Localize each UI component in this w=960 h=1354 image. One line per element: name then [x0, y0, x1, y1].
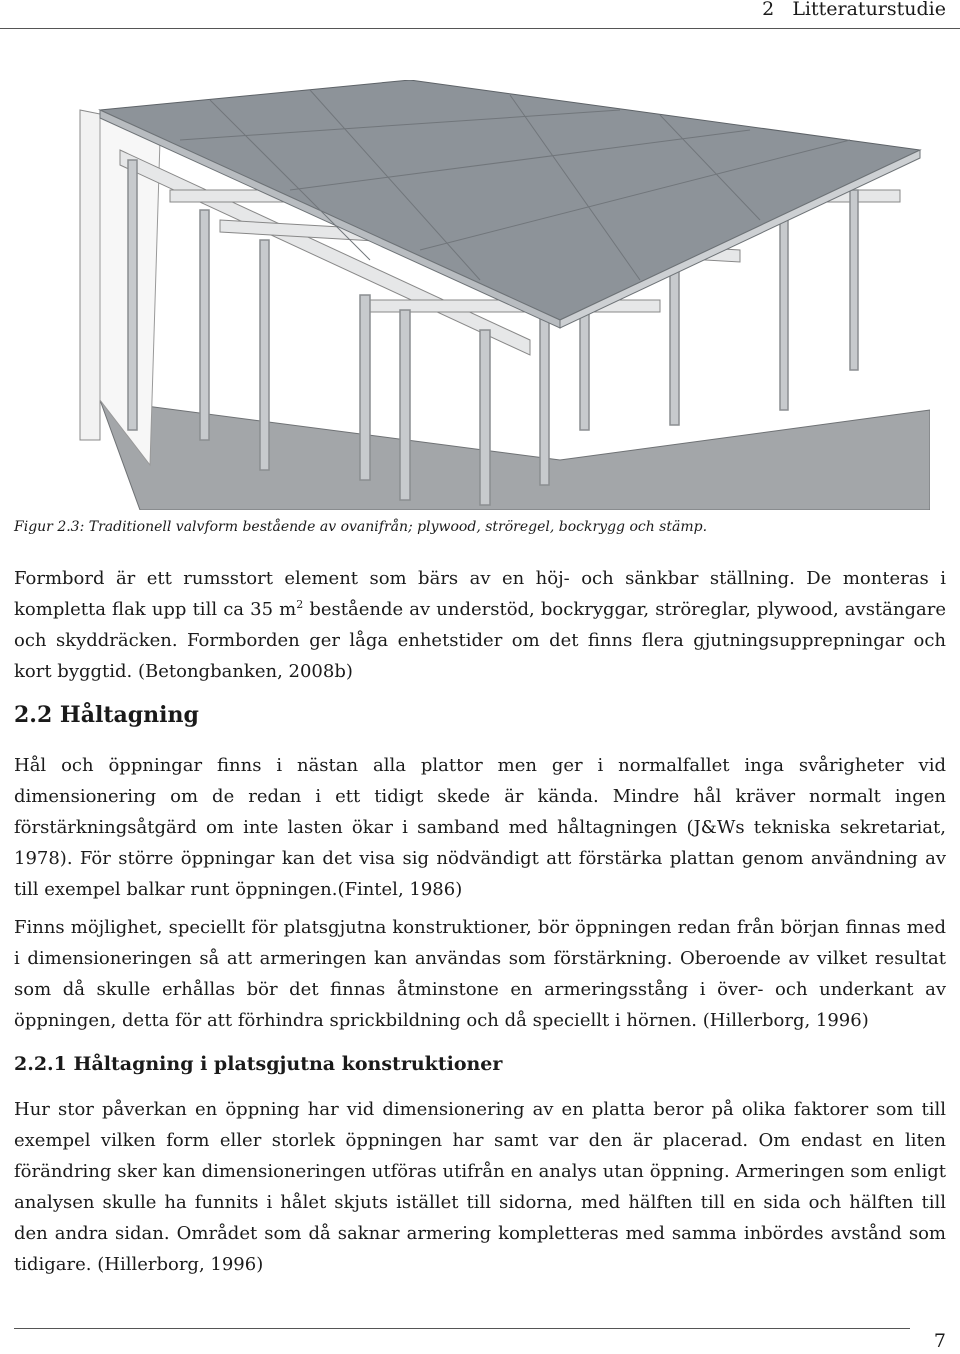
prop [400, 310, 410, 500]
subsection-heading-2-2-1: 2.2.1 Håltagning i platsgjutna konstruktioner [14, 1053, 503, 1075]
prop [260, 240, 269, 470]
prop [540, 295, 549, 485]
figure-caption: Figur 2.3: Traditionell valvform bestående av ovanifrån; plywood, ströregel, bockrygg och stämp. [14, 519, 708, 535]
chapter-title: Litteraturstudie [792, 0, 946, 20]
page-header [0, 0, 960, 29]
floor-plane [100, 400, 930, 510]
prop [480, 330, 490, 505]
footer-rule [14, 1328, 910, 1329]
prop [850, 190, 858, 370]
superscript-2: 2 [296, 598, 304, 611]
paragraph-formbord-part1: Formbord är ett rumsstort element som bärs av en höj- och sänkbar ställning. De monteras i kompletta flak upp till ca 35 m [14, 568, 946, 620]
paragraph-formbord-part2: bestående av understöd, bockryggar, ströreglar, plywood, avstängare och skyddräcken. Formborden ger låga enhetstider om det finns flera gjutningsupprepningar och kort byggtid. (Betongbanken, 2008b) [14, 599, 946, 682]
page-number: 7 [933, 1330, 946, 1352]
prop [360, 295, 370, 480]
paragraph-formbord [14, 563, 946, 687]
prop [128, 160, 137, 430]
paragraph-hal-och-oppningar: Hål och öppningar finns i nästan alla plattor men ger i normalfallet inga svårigheter vid dimensionering om de redan i ett tidigt skede är kända. Mindre hål kräver normalt ingen förstärkningsåtgärd om inte lasten ökar i samband med håltagningen (J&Ws tekniska sekretariat, 1978). För större öppningar kan det visa sig nödvändigt att förstärka plattan genom användning av till exempel balkar runt öppningen.(Fintel, 1986) [14, 755, 946, 900]
chapter-number: 2 [762, 0, 775, 20]
running-head [762, 0, 946, 20]
prop [670, 255, 679, 425]
formwork-figure [60, 80, 930, 510]
section-heading-2-2: 2.2 Håltagning [14, 702, 199, 728]
paragraph-hur-stor-paverkan: Hur stor påverkan en öppning har vid dimensionering av en platta beror på olika faktorer som till exempel vilken form eller storlek öppningen har samt var den är placerad. Om endast en liten förändring sker kan dimensioneringen utföras utifrån en analys utan öppning. Armeringen som enligt analysen skulle ha funnits i hålet skjuts istället till sidorna, med hälften till en sida och hälften till den andra sidan. Området som då saknar armering kompletteras med samma inbördes avstånd som tidigare. (Hillerborg, 1996) [14, 1099, 946, 1275]
prop [780, 210, 788, 410]
prop [200, 210, 209, 440]
paragraph-finns-mojlighet: Finns möjlighet, speciellt för platsgjutna konstruktioner, bör öppningen redan från början finnas med i dimensioneringen så att armeringen kan användas som förstärkning. Oberoende av vilket resultat som då skulle erhållas bör det finnas åtminstone en armeringsstång i över- och underkant av öppningen, detta för att förhindra sprickbildning och då speciellt i hörnen. (Hillerborg, 1996) [14, 917, 946, 1031]
